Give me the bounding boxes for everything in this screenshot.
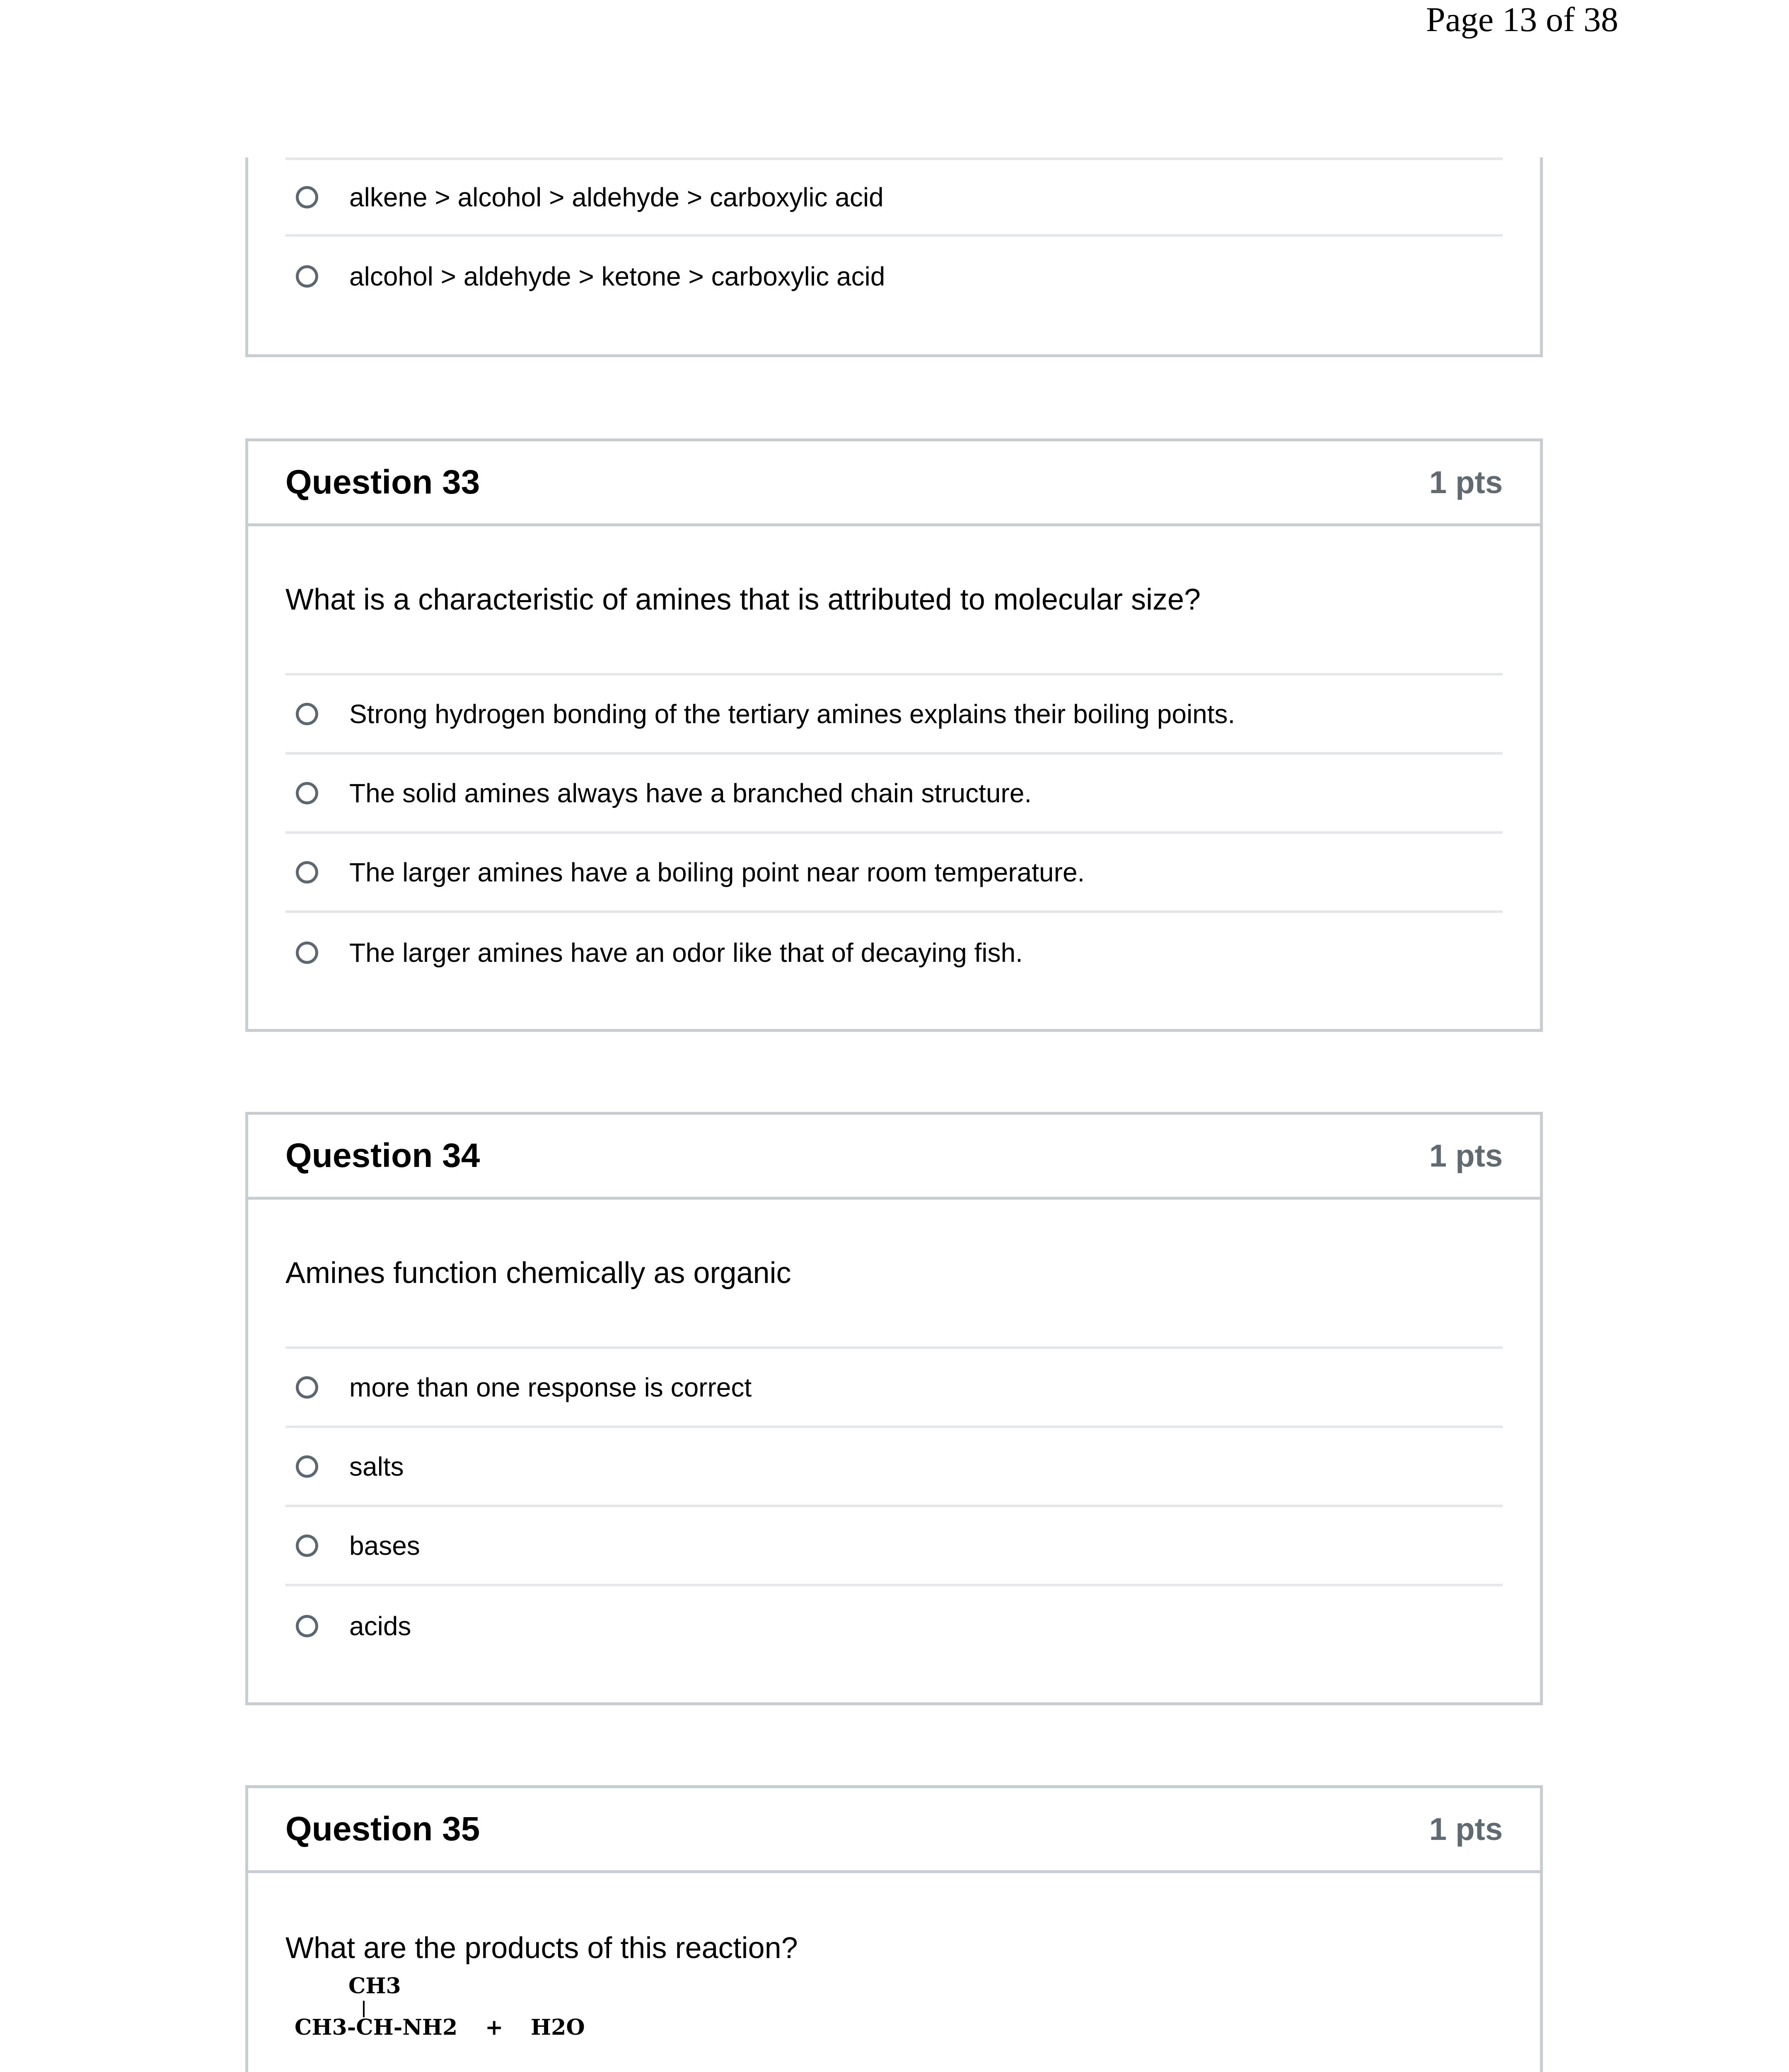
- answer-label: more than one response is correct: [349, 1372, 752, 1402]
- question-text: Amines function chemically as organic: [285, 1200, 1503, 1349]
- answer-label: The larger amines have a boiling point near room temperature.: [349, 857, 1085, 887]
- question-points: 1 pts: [1429, 1811, 1503, 1847]
- formula-main-chain: CH3-CH-NH2: [295, 2015, 458, 2040]
- radio-button[interactable]: [296, 265, 318, 288]
- radio-button[interactable]: [296, 861, 318, 884]
- question-body: [248, 1200, 1540, 1665]
- question-text: What are the products of this reaction?: [285, 1932, 798, 1965]
- answer-option[interactable]: [285, 1586, 1503, 1665]
- question-32-answers: [248, 157, 1540, 316]
- radio-button[interactable]: [296, 186, 318, 208]
- question-body: [248, 526, 1540, 992]
- answer-option[interactable]: [285, 834, 1503, 913]
- question-title: Question 33: [285, 463, 480, 501]
- answer-label: alkene > alcohol > aldehyde > carboxylic acid: [349, 182, 884, 212]
- answer-option[interactable]: [285, 1507, 1503, 1586]
- reaction-formula-image: [295, 1973, 667, 2048]
- question-points: 1 pts: [1429, 465, 1503, 500]
- answer-option[interactable]: [285, 913, 1503, 992]
- answer-option[interactable]: [285, 157, 1503, 237]
- answer-option[interactable]: [285, 755, 1503, 834]
- answer-label: bases: [349, 1530, 420, 1561]
- question-points: 1 pts: [1429, 1138, 1503, 1174]
- question-text: What is a characteristic of amines that is attributed to molecular size?: [285, 526, 1503, 675]
- question-32-card: [245, 157, 1543, 357]
- question-35-card: [245, 1785, 1543, 2072]
- radio-button[interactable]: [296, 1455, 318, 1478]
- radio-button[interactable]: [296, 703, 318, 725]
- question-text-block: [285, 1873, 1503, 2072]
- radio-button[interactable]: [296, 1615, 318, 1637]
- question-header: [248, 1115, 1540, 1200]
- radio-button[interactable]: [296, 782, 318, 804]
- radio-button[interactable]: [296, 1376, 318, 1399]
- answer-label: salts: [349, 1451, 404, 1481]
- question-body: [248, 1873, 1540, 2072]
- radio-button[interactable]: [296, 942, 318, 964]
- answer-label: Strong hydrogen bonding of the tertiary amines explains their boiling points.: [349, 699, 1235, 729]
- page-number: Page 13 of 38: [1426, 0, 1618, 39]
- question-33-card: [245, 438, 1543, 1032]
- answer-option[interactable]: [285, 237, 1503, 316]
- formula-methyl-group: CH3: [348, 1973, 401, 1999]
- answer-label: alcohol > aldehyde > ketone > carboxylic acid: [349, 261, 885, 291]
- answer-option[interactable]: [285, 1428, 1503, 1507]
- answer-label: The solid amines always have a branched chain structure.: [349, 778, 1032, 808]
- question-header: [248, 441, 1540, 526]
- radio-button[interactable]: [296, 1535, 318, 1557]
- question-header: [248, 1788, 1540, 1873]
- answer-option[interactable]: [285, 1349, 1503, 1428]
- question-title: Question 35: [285, 1810, 480, 1848]
- formula-plus-sign: +: [485, 2015, 503, 2040]
- answer-option[interactable]: [285, 675, 1503, 755]
- answer-label: The larger amines have an odor like that of decaying fish.: [349, 937, 1023, 968]
- question-title: Question 34: [285, 1137, 480, 1174]
- formula-water: H2O: [531, 2015, 585, 2040]
- question-34-card: [245, 1112, 1543, 1705]
- answer-label: acids: [349, 1611, 411, 1641]
